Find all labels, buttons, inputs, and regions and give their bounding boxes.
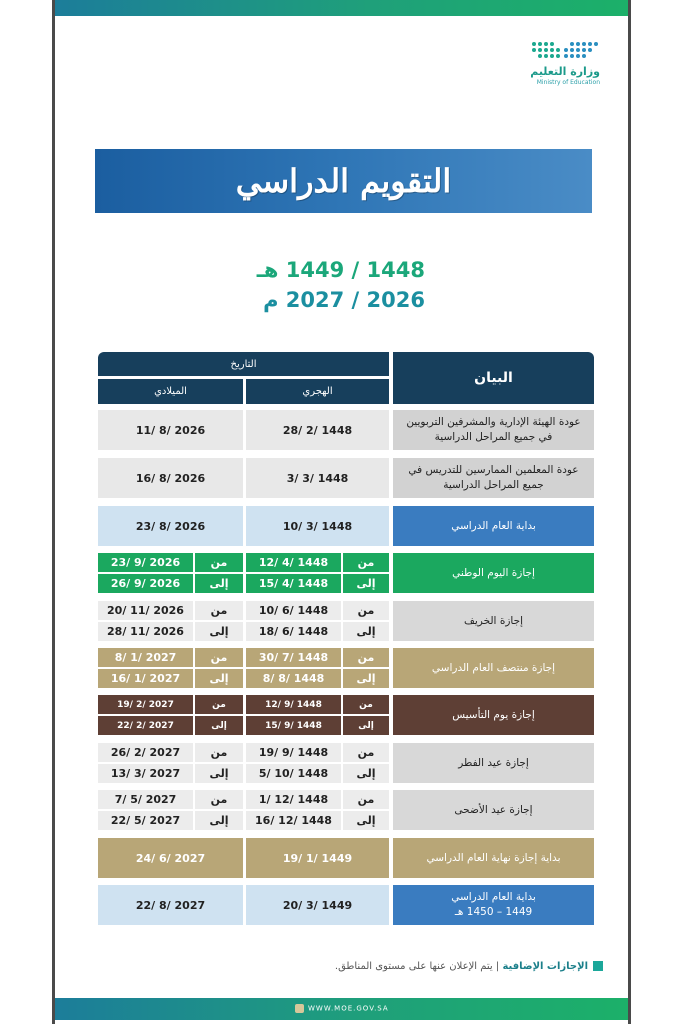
from-label: من [343,648,389,667]
note-title: الإجازات الإضافية [502,961,588,972]
ministry-name-arabic: وزارة التعليم [530,65,600,78]
table-row [98,506,594,546]
table-row [98,743,594,783]
to-label: إلى [343,716,389,735]
hijri-to-date: 18/ 6/ 1448 [246,622,341,641]
ministry-logo-icon [530,40,600,62]
to-label: إلى [343,574,389,593]
calendar-page [52,0,631,1024]
hijri-to-date: 16/ 12/ 1448 [246,811,341,830]
hijri-date: 10/ 3/ 1448 [246,506,389,546]
row-label: إجازة عيد الأضحى [393,790,594,830]
gregorian-from-date: 8/ 1/ 2027 [98,648,193,667]
row-label: عودة المعلمين الممارسين للتدريس في جميع المراحل الدراسية [393,458,594,498]
to-label: إلى [195,811,243,830]
gregorian-to-date: 16/ 1/ 2027 [98,669,193,688]
from-label: من [343,743,389,762]
table-row [98,648,594,688]
to-label: إلى [343,622,389,641]
ministry-name-english: Ministry of Education [536,79,600,86]
row-label: عودة الهيئة الإدارية والمشرفين التربويين في جميع المراحل الدراسية [393,410,594,450]
gregorian-from-date: 19/ 2/ 2027 [98,695,193,714]
to-label: إلى [343,811,389,830]
table-row [98,601,594,641]
hijri-from-date: 12/ 4/ 1448 [246,553,341,572]
ministry-logo [524,40,600,86]
row-label-line1: بداية العام الدراسي [451,891,536,903]
table-row [98,838,594,878]
website-icon [295,1004,304,1013]
hijri-from-date: 1/ 12/ 1448 [246,790,341,809]
website-url[interactable] [295,1004,389,1013]
gregorian-from-date: 7/ 5/ 2027 [98,790,193,809]
hijri-date: 3/ 3/ 1448 [246,458,389,498]
table-row [98,695,594,735]
page-title: التقويم الدراسي [235,162,452,200]
header-date: التاريخ [98,352,389,376]
hijri-from-date: 10/ 6/ 1448 [246,601,341,620]
table-row [98,410,594,450]
from-label: من [195,695,243,714]
gregorian-years: 2026 / 2027 م [263,288,425,312]
hijri-to-date: 8/ 8/ 1448 [246,669,341,688]
gregorian-to-date: 22/ 2/ 2027 [98,716,193,735]
gregorian-date: 23/ 8/ 2026 [98,506,243,546]
header-statement: البيان [393,352,594,404]
gregorian-date: 11/ 8/ 2026 [98,410,243,450]
from-label: من [195,648,243,667]
row-label: إجازة منتصف العام الدراسي [393,648,594,688]
to-label: إلى [195,669,243,688]
row-label: إجازة الخريف [393,601,594,641]
note-text: | يتم الإعلان عنها على مستوى المناطق. [334,961,500,972]
hijri-from-date: 19/ 9/ 1448 [246,743,341,762]
row-label: بداية العام الدراسي [393,506,594,546]
table-row [98,885,594,925]
from-label: من [195,743,243,762]
to-label: إلى [195,716,243,735]
hijri-date: 19/ 1/ 1449 [246,838,389,878]
hijri-years: 1448 / 1449 هـ [256,258,425,282]
hijri-from-date: 12/ 9/ 1448 [246,695,341,714]
gregorian-date: 16/ 8/ 2026 [98,458,243,498]
from-label: من [343,601,389,620]
gregorian-to-date: 28/ 11/ 2026 [98,622,193,641]
hijri-date: 20/ 3/ 1449 [246,885,389,925]
header-hijri: الهجري [246,379,389,404]
hijri-to-date: 15/ 9/ 1448 [246,716,341,735]
frame-right [631,0,683,1024]
row-label: إجازة اليوم الوطني [393,553,594,593]
table-row [98,790,594,830]
from-label: من [343,695,389,714]
from-label: من [195,553,243,572]
header-gregorian: الميلادي [98,379,243,404]
row-label [393,885,594,925]
from-label: من [343,790,389,809]
from-label: من [343,553,389,572]
to-label: إلى [343,764,389,783]
gregorian-to-date: 13/ 3/ 2027 [98,764,193,783]
to-label: إلى [195,764,243,783]
row-label: بداية إجازة نهاية العام الدراسي [393,838,594,878]
title-banner [95,149,592,213]
to-label: إلى [195,574,243,593]
note-square-icon [593,961,603,971]
gregorian-from-date: 20/ 11/ 2026 [98,601,193,620]
gregorian-from-date: 23/ 9/ 2026 [98,553,193,572]
gregorian-date: 24/ 6/ 2027 [98,838,243,878]
gregorian-from-date: 26/ 2/ 2027 [98,743,193,762]
to-label: إلى [195,622,243,641]
gregorian-date: 22/ 8/ 2027 [98,885,243,925]
from-label: من [195,790,243,809]
table-row [98,458,594,498]
gregorian-to-date: 26/ 9/ 2026 [98,574,193,593]
to-label: إلى [343,669,389,688]
hijri-to-date: 5/ 10/ 1448 [246,764,341,783]
hijri-date: 28/ 2/ 1448 [246,410,389,450]
from-label: من [195,601,243,620]
footer-note [323,961,603,972]
frame-left [0,0,52,1024]
table-row [98,553,594,593]
hijri-from-date: 30/ 7/ 1448 [246,648,341,667]
academic-years [245,255,425,315]
hijri-to-date: 15/ 4/ 1448 [246,574,341,593]
gregorian-to-date: 22/ 5/ 2027 [98,811,193,830]
row-label-line2: 1449 – 1450 هـ [454,906,533,918]
row-label: إجازة عيد الفطر [393,743,594,783]
row-label: إجازة يوم التأسيس [393,695,594,735]
top-gradient-bar [55,0,628,16]
url-text: WWW.MOE.GOV.SA [308,1004,389,1013]
